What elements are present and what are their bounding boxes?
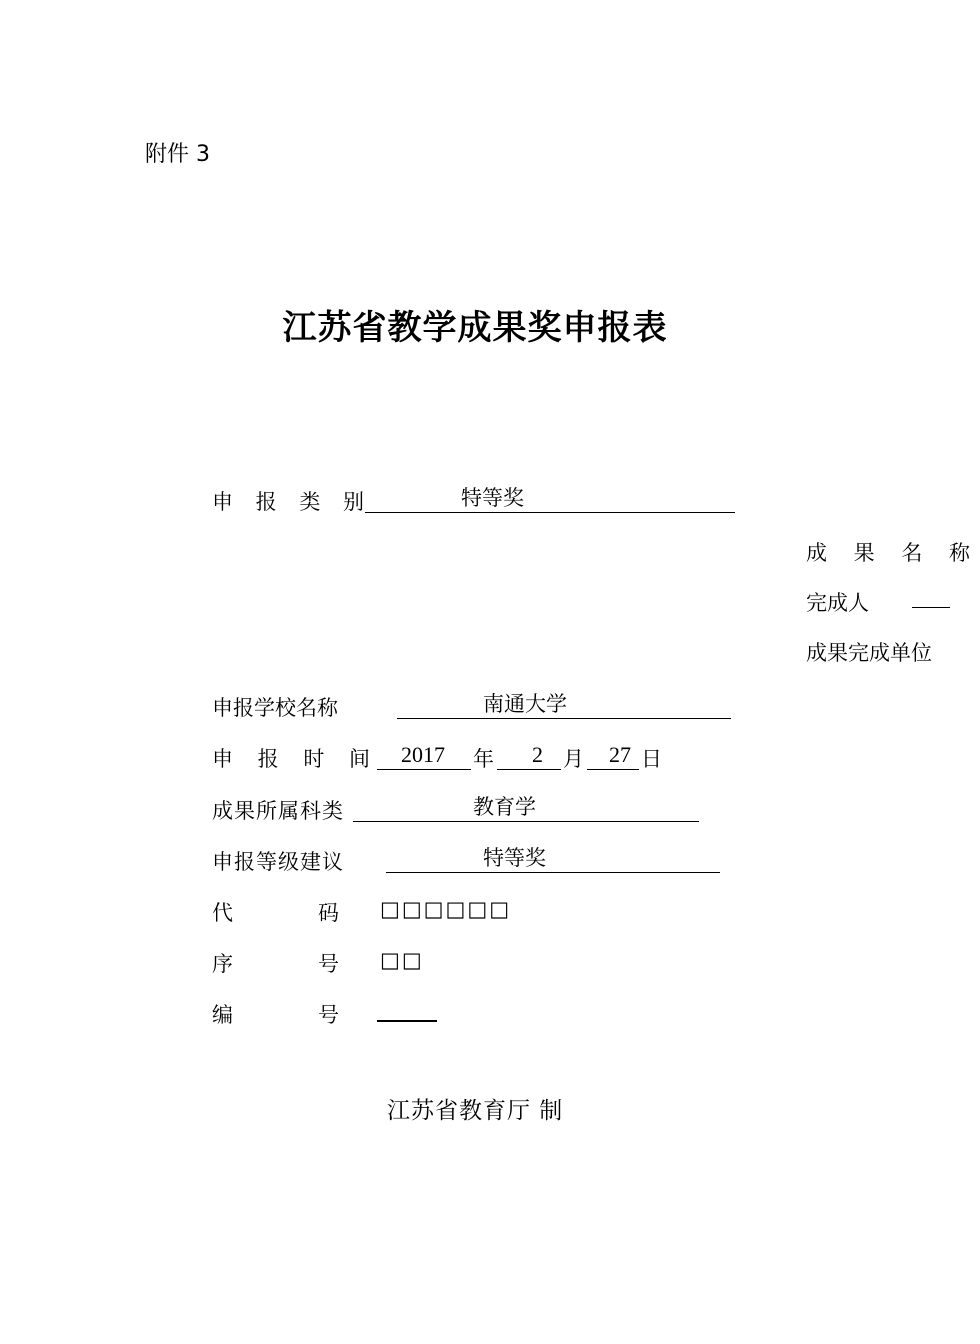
level-value: 特等奖 [483,846,546,870]
date-year-value: 2017 [401,742,445,767]
form-title: 江苏省教学成果奖申报表 [282,308,668,348]
school-value: 南通大学 [483,692,567,716]
category-label: 申 报 类 别 [212,490,373,514]
serial-label-1: 序 [212,952,233,976]
date-year-unit: 年 [473,747,494,771]
code-boxes[interactable]: □□□□□□ [380,897,512,921]
attachment-label: 附件 3 [145,142,210,167]
code-label-2: 码 [318,901,339,925]
category-field[interactable] [365,484,735,513]
date-day-value: 27 [609,742,631,767]
date-day-unit: 日 [641,747,662,771]
date-day-field[interactable] [587,741,639,770]
number-label-2: 号 [318,1003,339,1027]
completer-label: 完成人 [806,591,869,615]
date-month-field[interactable] [497,741,561,770]
category-value: 特等奖 [461,486,524,510]
achievement-name-label: 成 果 名 称 [806,541,980,565]
completer-field[interactable] [912,607,950,608]
level-label: 申报等级建议 [212,850,344,874]
subject-value: 教育学 [473,795,536,819]
date-label: 申 报 时 间 [212,747,380,771]
number-label-1: 编 [212,1003,233,1027]
serial-boxes[interactable]: □□ [380,948,424,972]
date-year-field[interactable] [377,741,471,770]
completing-unit-label: 成果完成单位 [806,641,932,665]
level-field[interactable] [386,844,720,873]
code-label-1: 代 [212,901,233,925]
date-month-unit: 月 [563,747,584,771]
number-field[interactable] [377,1020,437,1022]
subject-field[interactable] [353,793,699,822]
date-month-value: 2 [532,742,543,767]
issuer-footer: 江苏省教育厅 制 [387,1098,564,1124]
school-label: 申报学校名称 [212,696,338,720]
school-field[interactable] [397,690,731,719]
subject-label: 成果所属科类 [212,799,344,823]
serial-label-2: 号 [318,952,339,976]
